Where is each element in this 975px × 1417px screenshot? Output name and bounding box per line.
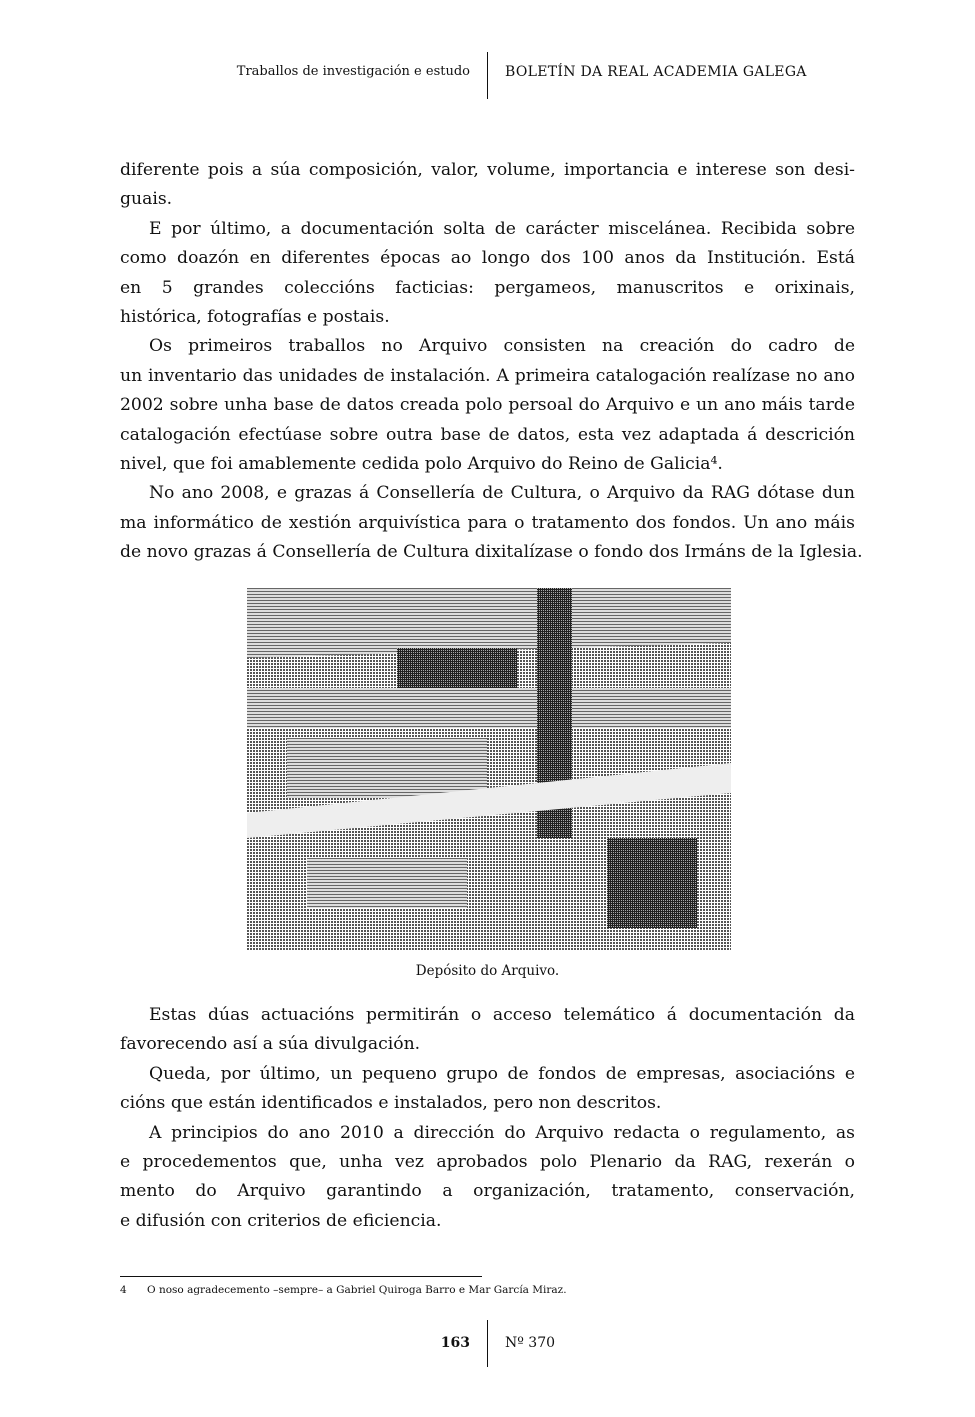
issue-number: Nº 370 <box>505 1335 556 1351</box>
text-line: E por último, a documentación solta de carácter miscelánea. Recibida sobre <box>149 218 855 239</box>
text-line: guais. <box>120 189 173 210</box>
text-line: diferente pois a súa composición, valor, volume, importancia e interese son desi- <box>120 160 855 180</box>
paragraph <box>120 1001 855 1060</box>
header-divider <box>487 52 488 99</box>
text-line: catalogación efectúase sobre outra base de datos, esta vez adaptada á descrición <box>120 424 855 445</box>
text-line: No ano 2008, e grazas á Consellería de Cultura, o Arquivo da RAG dótase dun <box>149 483 855 504</box>
text-line: histórica, fotografías e postais. <box>120 306 390 327</box>
paragraph <box>120 332 855 479</box>
footnote-number: 4 <box>120 1284 127 1296</box>
running-header-journal: BOLETÍN DA REAL ACADEMIA GALEGA <box>505 64 807 80</box>
running-header-section: Traballos de investigación e estudo <box>236 64 470 79</box>
body-text-top <box>120 156 863 567</box>
text-line: un inventario das unidades de instalación. A primeira catalogación realízase no ano <box>120 365 855 386</box>
text-line: Queda, por último, un pequeno grupo de fondos de empresas, asociacións e <box>149 1063 855 1084</box>
text-line: Os primeiros traballos no Arquivo consisten na creación do cadro de <box>149 336 855 357</box>
paragraph <box>120 479 863 567</box>
text-line: en 5 grandes coleccións facticias: pergameos, manuscritos e orixinais, <box>120 277 855 298</box>
text-line: mento do Arquivo garantindo a organización, tratamento, conservación, <box>120 1181 855 1202</box>
text-line: Estas dúas actuacións permitirán o acceso telemático á documentación da <box>149 1005 855 1025</box>
text-line: 2002 sobre unha base de datos creada polo persoal do Arquivo e un ano máis tarde <box>120 395 855 416</box>
text-line: de novo grazas á Consellería de Cultura dixitalízase o fondo dos Irmáns de la Iglesia. <box>120 542 863 563</box>
footnote <box>120 1284 567 1296</box>
text-line: A principios do ano 2010 a dirección do Arquivo redacta o regulamento, as <box>149 1122 855 1143</box>
text-line: como doazón en diferentes épocas ao longo dos 100 anos da Institución. Está <box>120 248 855 269</box>
text-line: e procedementos que, unha vez aprobados polo Plenario da RAG, rexerán o <box>120 1151 855 1172</box>
text-line: favorecendo así a súa divulgación. <box>120 1034 421 1055</box>
paragraph <box>120 215 855 333</box>
text-line: cións que están identificados e instalados, pero non descritos. <box>120 1093 662 1114</box>
paragraph <box>120 1060 855 1119</box>
page-number: 163 <box>440 1335 470 1351</box>
text-line: e difusión con criterios de eficiencia. <box>120 1210 442 1231</box>
footnote-text: O noso agradecemento –sempre– a Gabriel Quiroga Barro e Mar García Miraz. <box>147 1284 567 1296</box>
archive-deposit-photo <box>247 588 731 950</box>
body-text-bottom <box>120 1001 855 1236</box>
figure-caption: Depósito do Arquivo. <box>415 963 560 979</box>
paragraph <box>120 1119 855 1237</box>
footnote-divider <box>120 1276 482 1277</box>
paragraph <box>120 156 855 215</box>
text-line: ma informático de xestión arquivística para o tratamento dos fondos. Un ano máis <box>120 512 855 533</box>
text-line: nivel, que foi amablemente cedida polo Arquivo do Reino de Galicia⁴. <box>120 453 723 474</box>
footer-divider <box>487 1320 488 1367</box>
